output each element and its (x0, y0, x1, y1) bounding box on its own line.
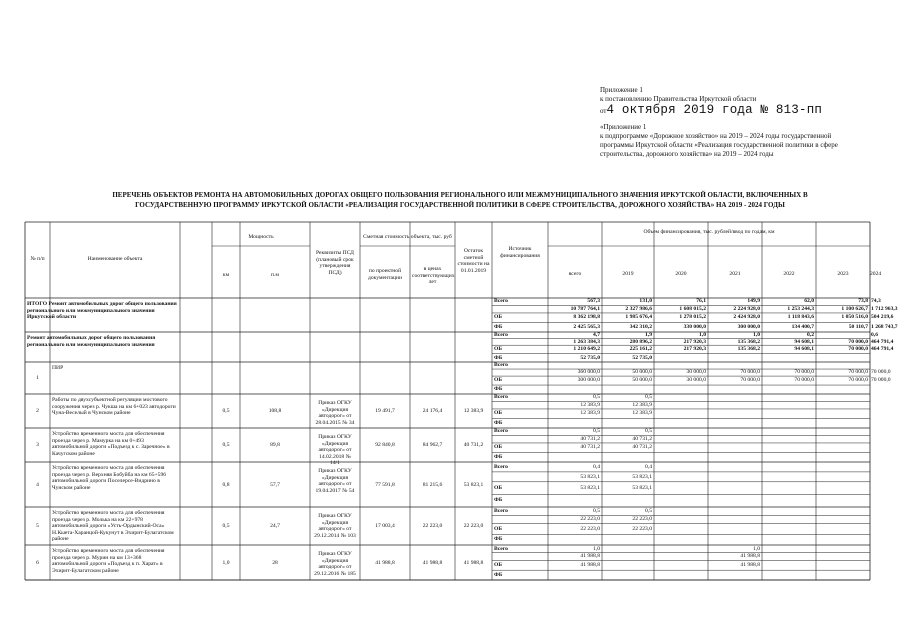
funding-value: 464 791,4 (871, 338, 894, 345)
row-remainder: 53 823,1 (463, 481, 484, 488)
row-cost-prices: 81 215,6 (422, 481, 443, 488)
funding-source: ОБ (494, 346, 503, 353)
funding-value: 330 000,0 (683, 323, 706, 330)
funding-value: 2 224 928,0 (733, 305, 760, 312)
funding-value: 300 000,0 (737, 323, 760, 330)
funding-source: Всего (494, 298, 508, 305)
funding-value: 0,2 (807, 332, 814, 338)
funding-value: 217 920,3 (683, 346, 706, 353)
funding-value: 0,5 (645, 394, 652, 401)
funding-value: 0,5 (593, 507, 600, 514)
funding-value: 70 000,0 (871, 377, 891, 384)
header-power: Мощность (248, 234, 274, 240)
funding-value: 1 268 743,7 (871, 323, 898, 330)
appendix2-line: «Приложение 1 (600, 123, 647, 131)
funding-value: 52 735,0 (580, 354, 600, 361)
funding-value: 50 000,0 (632, 369, 652, 376)
funding-source: ОБ (494, 444, 503, 451)
funding-value: 50 000,0 (632, 377, 652, 384)
funding-value: 30 000,0 (686, 369, 706, 376)
funding-source: ФБ (494, 571, 503, 578)
row-km: 0,8 (222, 481, 230, 488)
funding-source: ФБ (494, 354, 503, 361)
funding-value: 0,5 (593, 394, 600, 401)
appendix2-line: строительства, дорожного хозяйства» на 2019 – 2024 годы (600, 150, 774, 158)
funding-source: ОБ (494, 377, 503, 384)
row-name: Устройство временного моста для обеспечения проезда через р. Мурин на км 13+368 автомобильной дороги «Подъезд к п. Харат» в Эхирит-Булагатском районе (52, 548, 165, 574)
funding-value: 1 118 843,6 (787, 314, 814, 321)
appendix2-line: к подпрограмме «Дорожное хозяйство» на 2019 – 2024 годы государственной (600, 132, 832, 140)
appendix-line: к постановлению Правительства Иркутской области (600, 95, 757, 103)
row-cost-psd: 41 988,8 (375, 559, 395, 566)
header-source: Источник финансирования (500, 246, 540, 259)
funding-value: 40 731,2 (580, 435, 600, 442)
funding-value: 70 000,0 (794, 369, 814, 376)
funding-value: 12 383,9 (580, 401, 600, 408)
row-pm: 108,8 (268, 408, 282, 414)
header-funding: Объем финансирования, тыс. рублей/ввод по годам, км (643, 229, 775, 235)
funding-value: 1 263 384,3 (573, 338, 600, 345)
funding-value: 22 223,0 (632, 525, 652, 532)
funding-value: 22 223,0 (580, 525, 600, 532)
funding-value: 40 731,2 (632, 444, 652, 451)
funding-value: 1 210 649,2 (573, 346, 600, 353)
funding-value: 12 383,9 (632, 410, 652, 417)
header-year: всего (568, 271, 582, 277)
appendix-prefix: от (600, 107, 607, 115)
row-remainder: 12 383,9 (463, 408, 484, 414)
funding-value: 225 161,2 (629, 346, 652, 353)
funding-source: ОБ (494, 314, 503, 321)
row-requisites: Приказ ОГКУ «Дирекция автодорог» от 19.04.2017 № 54 (315, 468, 355, 494)
row-name: Устройство временного моста для обеспечения проезда через р. Мамурка на км 0+493 автомобильной дороги «Подъезд к с. Заречное» в Качугском районе (52, 431, 170, 457)
row-requisites: Приказ ОГКУ «Дирекция автодорог» от 14.02.2018 № 14/1 (318, 434, 352, 467)
header-cost: Сметная стоимость объекта, тыс. руб (363, 234, 452, 240)
header-km: км (222, 272, 230, 278)
funding-value: 41 988,8 (580, 562, 600, 568)
funding-source: Всего (494, 332, 508, 338)
row-km: 0,5 (222, 442, 230, 448)
funding-value: 70 000,0 (740, 377, 760, 384)
funding-value: 0,5 (593, 428, 600, 435)
row-cost-prices: 84 962,7 (422, 442, 443, 448)
row-remainder: 41 988,8 (463, 559, 484, 566)
funding-value: 70 000,0 (848, 377, 868, 384)
header-remainder: Остаток сметной стоимости на 01.01.2019 (457, 248, 490, 274)
funding-value: 1,9 (645, 332, 652, 338)
funding-value: 41 988,8 (740, 553, 760, 560)
funding-value: 22 223,0 (632, 516, 652, 523)
funding-value: 280 896,2 (629, 338, 652, 345)
funding-value: 70 000,0 (848, 346, 868, 353)
funding-source: ФБ (494, 386, 503, 393)
funding-value: 70 000,0 (848, 338, 868, 345)
funding-value: 360 000,0 (577, 369, 600, 376)
funding-source: ОБ (494, 410, 503, 417)
funding-source: Всего (494, 463, 508, 470)
funding-value: 567,3 (587, 298, 600, 305)
header-year: 2024 (870, 271, 882, 277)
funding-value: 0,5 (645, 428, 652, 435)
row-km: 1,0 (222, 559, 230, 566)
funding-value: 2 424 928,0 (733, 314, 760, 321)
row-requisites: Приказ ОГКУ «Дирекция автодорог» от 28.04.2015 № 34 (315, 400, 355, 426)
funding-value: 1 278 015,2 (679, 314, 706, 321)
funding-value: 0,6 (871, 332, 878, 338)
funding-value: 94 608,1 (794, 346, 814, 353)
row-number: 1 (36, 375, 39, 381)
funding-value: 504 219,6 (871, 314, 894, 321)
funding-value: 12 383,9 (580, 410, 600, 417)
appendix2-line: программы Иркутской области «Реализация государственной политики в сфере (600, 141, 838, 149)
funding-value: 217 920,3 (683, 338, 706, 345)
funding-source: Всего (494, 507, 508, 514)
funding-value: 2 425 565,3 (573, 323, 600, 330)
funding-value: 135 368,2 (737, 338, 760, 345)
header-requisites: Реквизиты ПСД (плановый срок утверждения ПСД) (316, 250, 354, 276)
header-year: 2019 (622, 271, 634, 277)
funding-value: 73,8 (858, 298, 868, 305)
section-name: ИТОГО Ремонт автомобильных дорог общего пользования регионального или межмуниципального значения Иркутской области (27, 301, 177, 321)
row-name: Работы по двухсубъектной регуляции мостового сооружения через р. Чукша на км 6+023 автодороги Чуна-Веселый в Чунском районе (52, 397, 176, 417)
funding-value: 135 368,2 (737, 346, 760, 353)
funding-value: 52 735,0 (632, 354, 652, 361)
row-name: Устройство временного моста для обеспечения проезда через р. Верхняя Бобуйба на км 65+596 автомобильной дороги Поселерсе-Видрино в Чунском районе (52, 465, 167, 491)
section-name: Ремонт автомобильных дорог общего пользования регионального или межмуниципального значения (27, 335, 156, 348)
row-number: 5 (36, 523, 39, 529)
funding-value: 464 791,4 (871, 346, 894, 353)
funding-value: 53 823,1 (632, 473, 652, 480)
row-number: 4 (36, 481, 39, 488)
header-cost-psd: по проектной документации (368, 268, 402, 281)
row-pm: 57,7 (270, 481, 280, 488)
row-pm: 28 (272, 559, 278, 566)
funding-source: ФБ (494, 453, 503, 460)
funding-value: 62,0 (804, 298, 814, 305)
funding-value: 10 787 764,1 (570, 305, 600, 312)
funding-source: ОБ (494, 562, 503, 568)
funding-source: ОБ (494, 525, 503, 532)
funding-value: 30 000,0 (686, 377, 706, 384)
funding-value: 70 000,0 (871, 369, 891, 376)
funding-value: 1 608 015,2 (679, 305, 706, 312)
header-year: 2020 (675, 271, 687, 277)
funding-source: Всего (494, 362, 508, 369)
funding-value: 40 731,2 (580, 444, 600, 451)
funding-value: 1 985 676,4 (625, 314, 652, 321)
funding-value: 134 400,7 (791, 323, 814, 330)
funding-value: 149,9 (747, 298, 760, 305)
header-year: 2021 (729, 271, 741, 277)
row-cost-prices: 22 223,0 (422, 523, 443, 529)
row-number: 6 (36, 559, 39, 566)
funding-value: 0,4 (593, 463, 600, 470)
appendix-date-number: 4 октября 2019 года № 813-пп (606, 103, 823, 117)
funding-value: 70 000,0 (848, 369, 868, 376)
funding-value: 1 050 516,0 (841, 314, 868, 321)
funding-value: 1 100 626,7 (841, 305, 868, 312)
funding-value: 1 253 244,3 (787, 305, 814, 312)
funding-value: 50 110,7 (848, 323, 868, 330)
funding-value: 12 383,9 (632, 401, 652, 408)
funding-value: 131,0 (639, 298, 652, 305)
funding-value: 41 988,8 (580, 553, 600, 560)
funding-source: ФБ (494, 536, 503, 543)
funding-value: 2 327 986,6 (625, 305, 652, 312)
row-name: ПИР (52, 365, 64, 371)
row-cost-psd: 17 003,4 (375, 523, 395, 529)
funding-value: 53 823,1 (632, 484, 652, 491)
header-num: № п/п (30, 256, 45, 262)
funding-value: 0,4 (645, 463, 652, 470)
document-title-line: ПЕРЕЧЕНЬ ОБЪЕКТОВ РЕМОНТА НА АВТОМОБИЛЬНЫХ ДОРОГАХ ОБЩЕГО ПОЛЬЗОВАНИЯ РЕГИОНАЛЬНОГО ИЛИ МЕЖМУНИЦИПАЛЬНОГО ЗНАЧЕНИЯ ИРКУТСКОЙ ОБЛАСТИ, ВКЛЮЧЕННЫХ В (112, 191, 808, 199)
funding-value: 94 608,1 (794, 338, 814, 345)
header-pm: п.м (271, 272, 279, 278)
funding-value: 74,3 (871, 298, 881, 305)
funding-value: 76,1 (696, 298, 706, 305)
row-remainder: 40 731,2 (463, 442, 484, 448)
funding-value: 342 310,2 (629, 323, 652, 330)
funding-value: 53 823,1 (580, 484, 600, 491)
funding-value: 41 988,8 (740, 562, 760, 568)
row-number: 2 (36, 408, 39, 414)
row-cost-psd: 92 840,8 (375, 442, 395, 448)
funding-source: ОБ (494, 484, 503, 491)
funding-value: 8 362 198,8 (573, 314, 600, 321)
funding-source: Всего (494, 545, 508, 552)
header-year: 2023 (837, 271, 849, 277)
funding-value: 40 731,2 (632, 435, 652, 442)
funding-source: ФБ (494, 323, 503, 330)
funding-source: Всего (494, 394, 508, 401)
header-cost-prices: в ценах соответствующих лет (412, 266, 455, 286)
funding-value: 4,7 (593, 332, 600, 338)
funding-source: ФБ (494, 497, 503, 504)
funding-value: 70 000,0 (794, 377, 814, 384)
row-cost-prices: 24 176,4 (422, 408, 443, 414)
funding-source: ФБ (494, 419, 503, 426)
row-pm: 89,8 (270, 442, 280, 448)
funding-value: 1 712 963,3 (871, 305, 898, 312)
funding-value: 0,5 (645, 507, 652, 514)
document-title-line: ГОСУДАРСТВЕННУЮ ПРОГРАММУ ИРКУТСКОЙ ОБЛАСТИ «РЕАЛИЗАЦИЯ ГОСУДАРСТВЕННОЙ ПОЛИТИКИ В СФЕРЕ СТРОИТЕЛЬСТВА, ДОРОЖНОГО ХОЗЯЙСТВА» НА 2019 - 2024 ГОДЫ (135, 201, 785, 209)
funding-value: 1,0 (699, 332, 706, 338)
funding-value: 70 000,0 (740, 369, 760, 376)
row-remainder: 22 223,0 (463, 523, 484, 529)
header-name: Наименование объекта (87, 256, 143, 262)
row-cost-psd: 19 491,7 (375, 408, 395, 414)
appendix-line: Приложение 1 (600, 86, 643, 94)
row-cost-prices: 41 988,8 (422, 559, 443, 566)
row-name: Устройство временного моста для обеспечения проезда через р. Молька на км 22+978 автомобильной дороги «Усть-Ордынский-Оса» Н.Кыета-Харанцой-Кукунут в Эхирит-Булагатском районе (52, 510, 174, 543)
funding-value: 1,0 (753, 545, 760, 552)
row-requisites: Приказ ОГКУ «Дирекция автодорог» от 29.12.2016 № 185 (314, 551, 356, 577)
funding-value: 22 223,0 (580, 516, 600, 523)
row-number: 3 (36, 442, 39, 448)
row-cost-psd: 77 591,8 (375, 481, 395, 488)
funding-value: 1,0 (593, 545, 600, 552)
funding-value: 1,0 (753, 332, 760, 338)
row-km: 0,5 (222, 408, 230, 414)
row-pm: 24,7 (270, 523, 280, 529)
funding-source: Всего (494, 428, 508, 435)
header-year: 2022 (783, 271, 795, 277)
funding-value: 300 000,0 (577, 377, 600, 384)
row-requisites: Приказ ОГКУ «Дирекция автодорог» от 29.12.2014 № 103 (314, 513, 356, 539)
funding-value: 53 823,1 (580, 473, 600, 480)
row-km: 0,5 (222, 523, 230, 529)
